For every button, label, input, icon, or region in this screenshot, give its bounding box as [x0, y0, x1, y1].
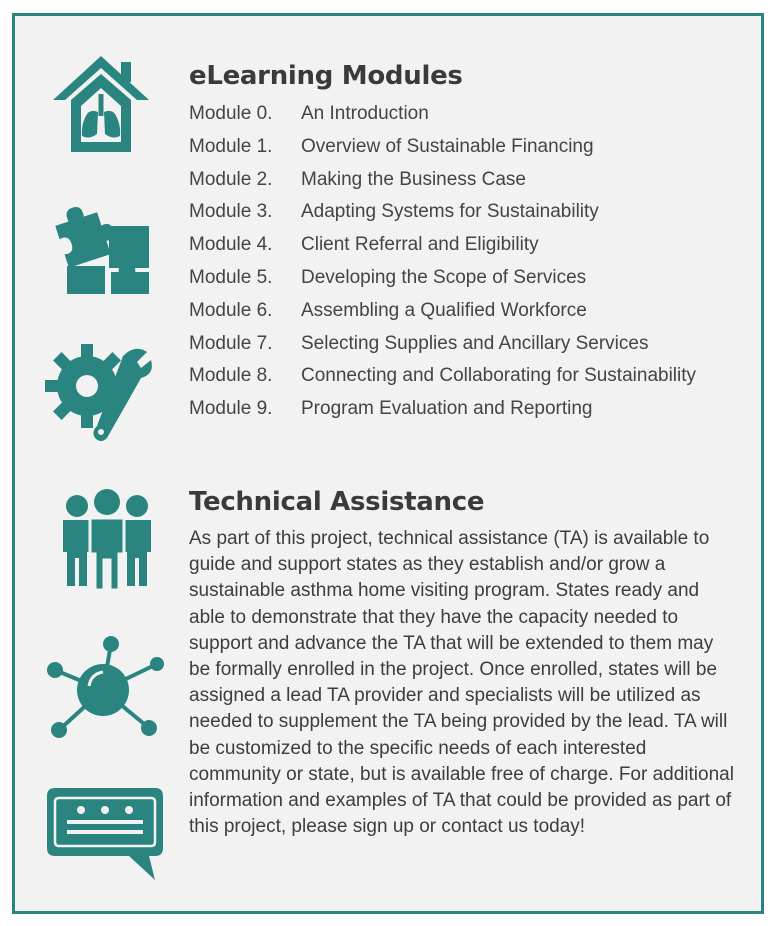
module-number: Module 0. [189, 103, 273, 124]
network-icon [45, 634, 165, 744]
module-number: Module 8. [189, 365, 273, 387]
module-item [189, 360, 749, 393]
module-item [189, 229, 749, 262]
gear-wrench-icon [45, 336, 155, 446]
module-number: Module 6. [189, 299, 273, 321]
module-title: Adapting Systems for Sustainability [301, 201, 599, 223]
technical-assistance-body: As part of this project, technical assistance (TA) is available to guide and support states as they establish and/or grow a sustainable asthma home visiting program. States ready and able to demonstrate that they have the capacity needed to support and advance the TA that will be extended to them may be formally enrolled in the project. Once enrolled, states will be assigned a lead TA provider and specialists will be utilized as needed to supplement the TA being provided by the lead. TA will be customized to the specific needs of each interested community or state, but is available free of charge. For additional information and examples of TA that could be provided as part of this project, please sign up or contact us today! [189, 528, 734, 838]
icon-column [15, 16, 185, 911]
module-number: Module 4. [189, 234, 273, 256]
module-title: Making the Business Case [301, 168, 526, 190]
people-group-icon [57, 486, 157, 591]
module-item [189, 131, 749, 164]
technical-assistance-title: Technical Assistance [189, 487, 485, 517]
elearning-section [189, 58, 749, 426]
module-title: Overview of Sustainable Financing [301, 135, 594, 157]
module-list [189, 98, 749, 426]
module-title: Developing the Scope of Services [301, 266, 587, 288]
technical-assistance-section [189, 484, 749, 840]
puzzle-icon [53, 196, 153, 296]
house-lungs-icon [51, 54, 151, 154]
module-item [189, 295, 749, 328]
module-title: Program Evaluation and Reporting [301, 398, 593, 420]
module-item [189, 262, 749, 295]
module-title: Selecting Supplies and Ancillary Services [301, 332, 649, 354]
module-item [189, 393, 749, 426]
module-item [189, 98, 749, 131]
content-panel [12, 13, 764, 914]
module-number: Module 2. [189, 168, 273, 190]
module-title: An Introduction [301, 103, 429, 124]
module-title: Client Referral and Eligibility [301, 234, 539, 256]
module-number: Module 9. [189, 398, 273, 420]
module-title: Connecting and Collaborating for Sustainability [301, 365, 697, 387]
module-item [189, 164, 749, 197]
module-title: Assembling a Qualified Workforce [301, 299, 587, 321]
module-item [189, 328, 749, 361]
module-number: Module 5. [189, 266, 273, 288]
module-number: Module 3. [189, 201, 273, 223]
module-number: Module 1. [189, 135, 273, 157]
chat-bubble-icon [45, 784, 165, 884]
module-item [189, 196, 749, 229]
module-number: Module 7. [189, 332, 273, 354]
elearning-title: eLearning Modules [189, 61, 463, 91]
